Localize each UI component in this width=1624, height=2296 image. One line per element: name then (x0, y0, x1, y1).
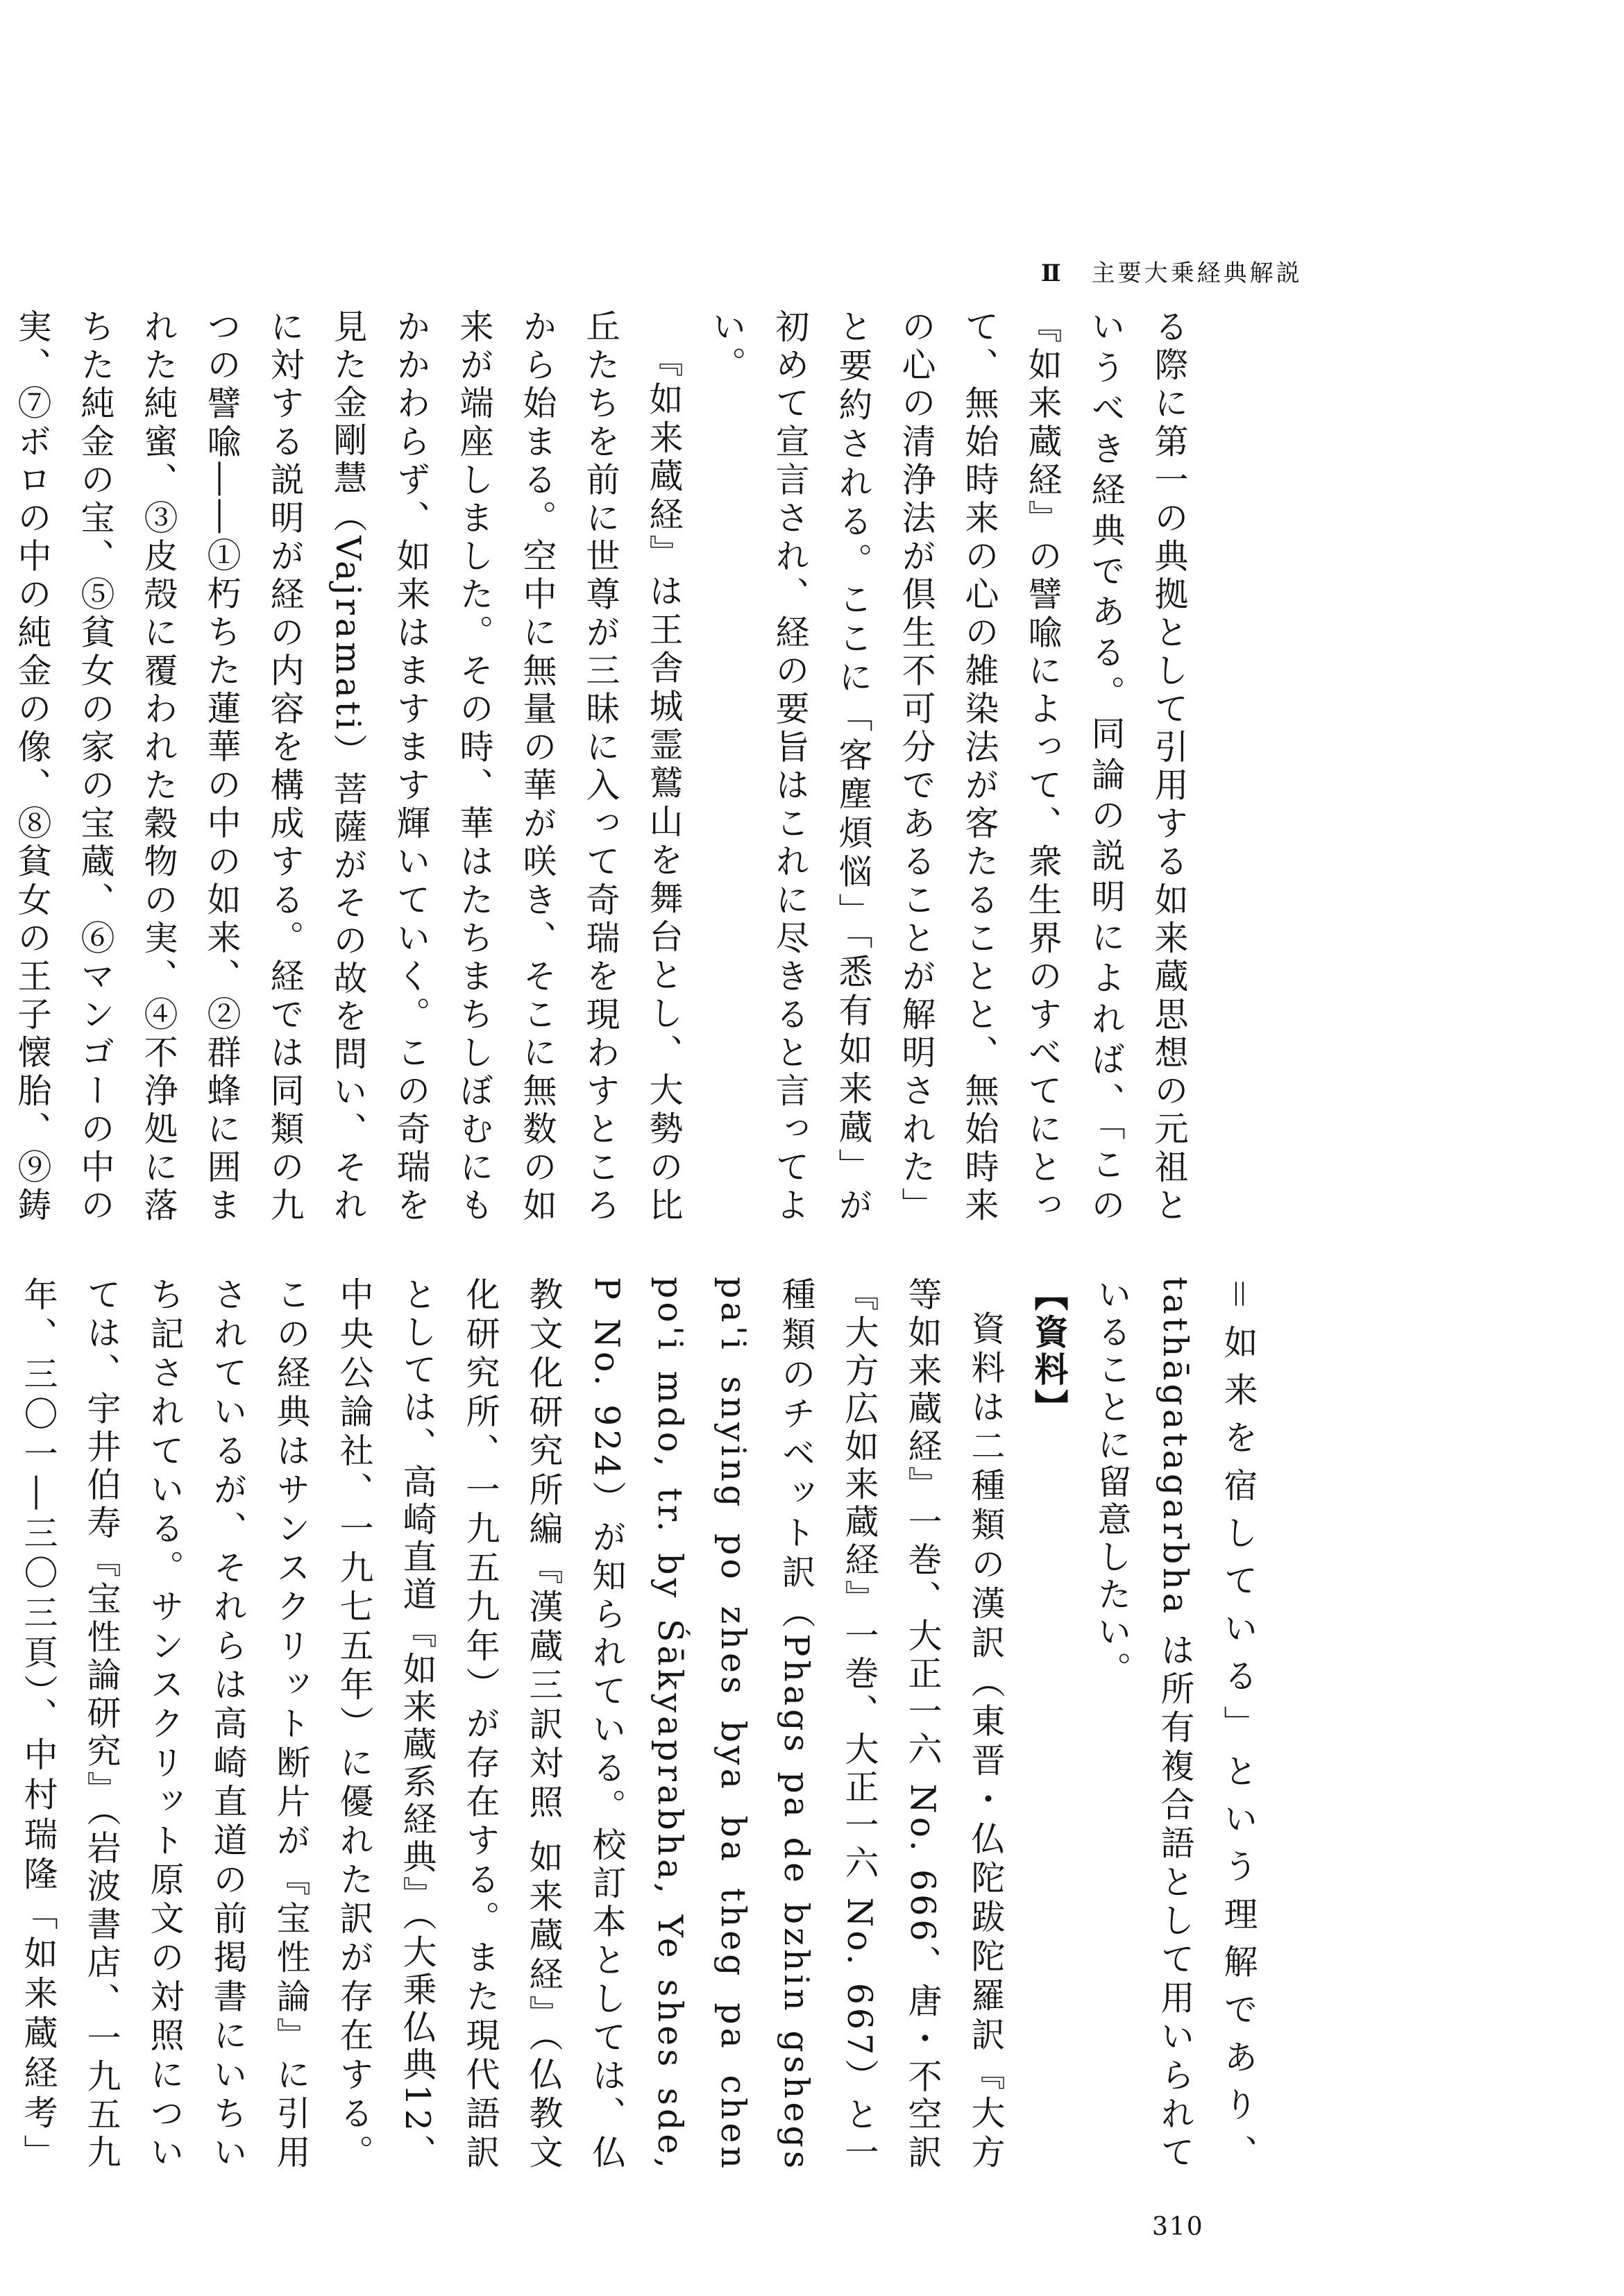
sources-heading: 【資料】 (1029, 1277, 1069, 1427)
upper-text-block (12, 309, 1201, 1225)
paragraph-sutra-summary: 『如来蔵経』は王舎城霊鷲山を舞台とし、大勢の比丘たちを前に世尊が三昧に入って奇瑞を現わすところから始まる。空中に無量の華が咲き、そこに無数の如来が端座しました。その時、華はたちまちしぼむにもかかわらず、如来はますます輝いていく。この奇瑞を見た金剛慧（Vajramati）菩薩がその故を問い、それに対する説明が経の内容を構成する。経では同類の九つの譬喩――①朽ちた蓮華の中の如来、②群蜂に囲まれた純蜜、③皮殻に覆われた穀物の実、④不浄処に落ちた純金の宝、⑤貧女の家の宝蔵、⑥マンゴーの中の実、⑦ボロの中の純金の像、⑧貧女の王子懐胎、⑨鋳 (12, 309, 684, 1225)
paragraph-continued: ＝如来を宿している」という理解であり、tathāgatagarbha は所有複合語として用いられていることに留意したい。 (1092, 1277, 1258, 2172)
running-header (1041, 253, 1346, 294)
section-title: 主要大乗経典解説 (1091, 260, 1303, 287)
page-number: 310 (1152, 2213, 1204, 2241)
paragraph-sources: 資料は二種類の漢訳（東晋・仏陀跋陀羅訳『大方等如来蔵経』一巻、大正一六 No. 666、唐・不空訳『大方広如来蔵経』一巻、大正一六 No. 667）と一種類のチベット訳（Phags pa de bzhin gshegs pa'i snying po zhes bya ba theg pa chen po'i mdo, tr. by Śākyaprabha, Ye shes sde, P No. 924）が知られている。校訂本としては、仏教文化研究所編『漢蔵三訳対照 如来蔵経』（仏教文化研究所、一九五九年）が存在する。また現代語訳としては、高崎直道『如来蔵系経典』（大乗仏典12、中央公論社、一九七五年）に優れた訳が存在する。この経典はサンスクリット断片が『宝性論』に引用されているが、それらは高崎直道の前掲書にいちいち記されている。サンスクリット原文の対照については、宇井伯寿『宝性論研究』（岩波書店、一九五九年、三〇一―三〇三頁）、中村瑞隆「如来蔵経考」 (19, 1277, 1006, 2172)
lower-text-block (19, 1277, 1270, 2172)
section-numeral: Ⅱ (1041, 260, 1064, 287)
paragraph-continuation: る際に第一の典拠として引用する如来蔵思想の元祖というべき経典である。同論の説明によれば、「この『如来蔵経』の譬喩によって、衆生界のすべてにとって、無始時来の心の雑染法が客たることと、無始時来の心の清浄法が倶生不可分であることが解明された」と要約される。ここに「客塵煩悩」「悉有如来蔵」が初めて宣言され、経の要旨はこれに尽きると言ってよい。 (707, 309, 1189, 1225)
